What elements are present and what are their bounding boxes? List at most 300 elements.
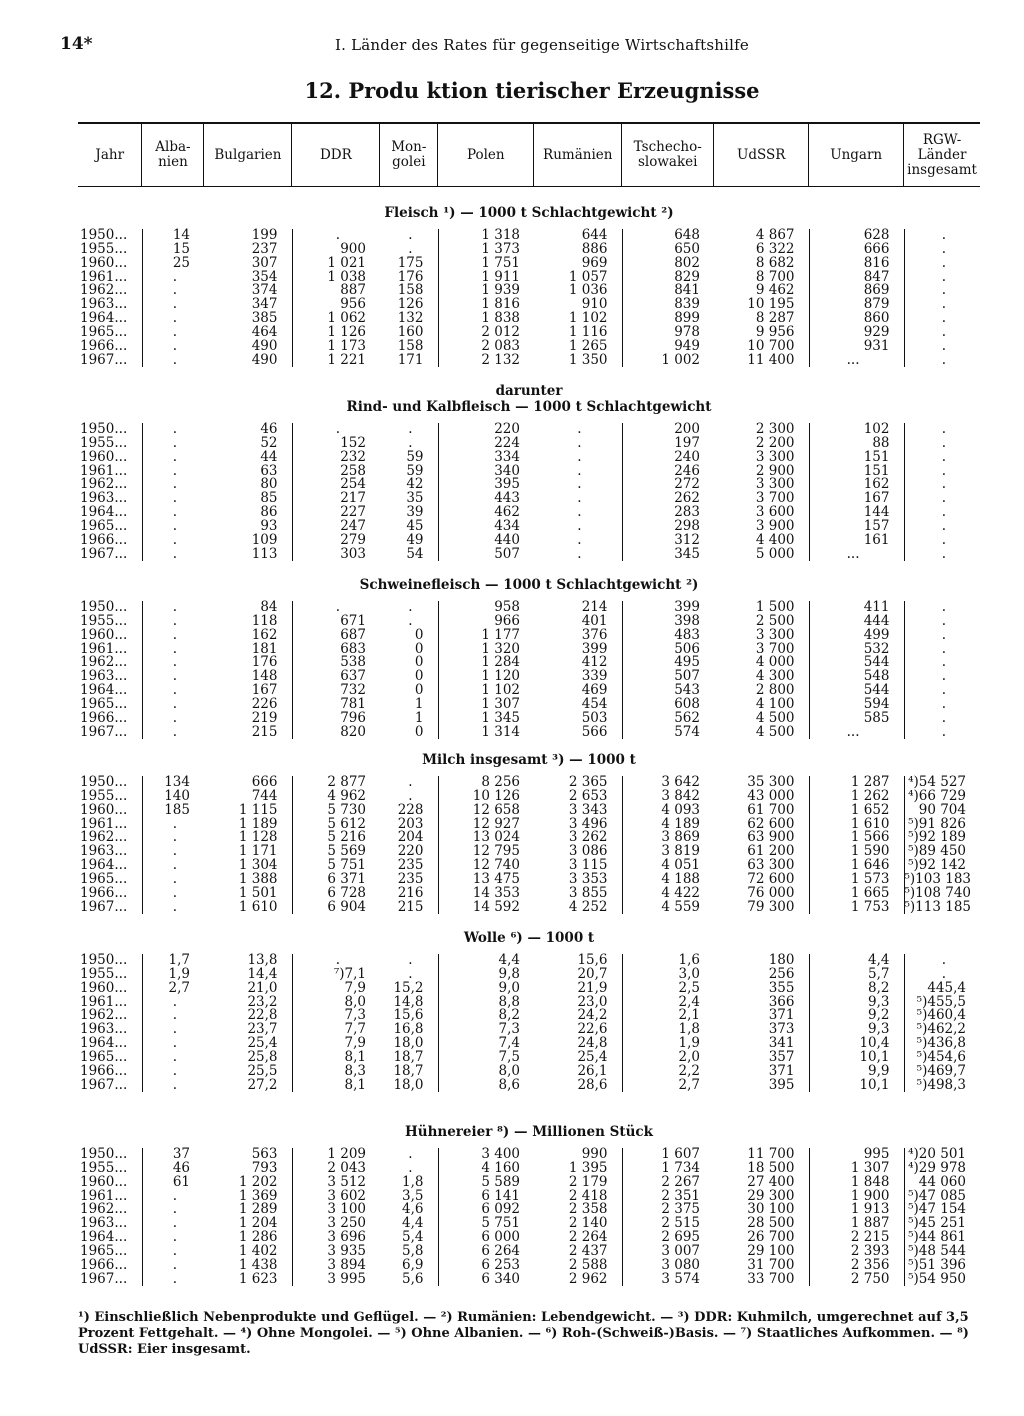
value-cell: 543	[622, 684, 714, 698]
year-cell: 1960...	[80, 254, 128, 271]
value-cell: .	[142, 465, 204, 479]
value-cell: .	[142, 1231, 204, 1245]
value-cell: ⁵)462,2	[904, 1023, 980, 1037]
value-cell: 6 141	[438, 1190, 534, 1204]
value-cell: ⁷)7,1	[292, 968, 380, 982]
value-cell: 1 838	[438, 312, 534, 326]
value-cell: .	[904, 954, 980, 968]
value-cell: 6 371	[292, 873, 380, 887]
value-cell: 2 012	[438, 326, 534, 340]
value-cell: 25,5	[247, 1062, 278, 1079]
year-cell: 1960...	[80, 1173, 128, 1190]
year-cell: 1967...	[80, 898, 128, 915]
year-cell: 1965...	[80, 1048, 128, 1065]
value-cell: 366	[768, 993, 795, 1010]
table-row	[78, 954, 980, 968]
value-cell: 3 100	[292, 1203, 380, 1217]
value-cell: 24,2	[577, 1007, 608, 1024]
value-cell: .	[577, 531, 582, 548]
table-row	[78, 1079, 980, 1093]
value-cell: 18,7	[393, 1048, 424, 1065]
value-cell: .	[904, 629, 980, 643]
value-cell: 5 751	[292, 859, 380, 873]
value-cell: 1 900	[809, 1190, 904, 1204]
table-row	[78, 629, 980, 643]
value-cell: 3 855	[568, 884, 608, 901]
value-cell: 1 221	[292, 354, 380, 368]
value-cell: ⁵)92 142	[904, 859, 980, 873]
value-cell: 10 126	[438, 790, 534, 804]
value-cell: 1 500	[755, 599, 795, 615]
year-cell: 1950...	[80, 952, 128, 968]
column-header: UdSSR	[714, 123, 809, 187]
value-cell: .	[142, 901, 204, 915]
value-cell: 507	[438, 548, 534, 562]
value-cell: 3 995	[292, 1273, 380, 1287]
value-cell: 969	[581, 254, 608, 271]
value-cell: 931	[809, 340, 904, 354]
value-cell: 357	[768, 1048, 795, 1065]
value-cell: 958	[438, 601, 534, 615]
page-title: 12. Produ ktion tierischer Erzeugnisse	[304, 78, 760, 103]
value-cell: 793	[251, 1159, 278, 1176]
year-cell: 1960...	[80, 448, 128, 465]
value-cell: .	[904, 284, 980, 298]
value-cell: 140	[142, 790, 204, 804]
value-cell: 79 300	[747, 898, 795, 915]
value-cell: 1 751	[438, 257, 534, 271]
value-cell: 30 100	[747, 1201, 795, 1218]
value-cell: 1 610	[809, 818, 904, 832]
value-cell: 1 177	[438, 629, 534, 643]
value-cell: 585	[809, 712, 904, 726]
value-cell: 8,0	[438, 1065, 534, 1079]
value-cell: 3 700	[755, 640, 795, 657]
value-cell: ⁴)66 729	[904, 790, 980, 804]
value-cell: .	[408, 952, 413, 968]
value-cell: 18,7	[393, 1062, 424, 1079]
value-cell: 434	[438, 520, 534, 534]
value-cell: 298	[622, 520, 714, 534]
value-cell: 11 700	[747, 1146, 795, 1162]
value-cell: 3 080	[622, 1259, 714, 1273]
table-row	[78, 601, 980, 615]
table-row	[78, 726, 980, 740]
value-cell: 61 700	[747, 801, 795, 818]
value-cell: 2 437	[568, 1242, 608, 1259]
table-row	[78, 1065, 980, 1079]
year-cell: 1966...	[80, 884, 128, 901]
value-cell: 1,8	[402, 1173, 424, 1190]
table-row	[78, 1176, 980, 1190]
value-cell: 303	[292, 548, 380, 562]
table-row	[78, 465, 980, 479]
value-cell: 46	[142, 1162, 204, 1176]
value-cell: 1 189	[238, 815, 278, 832]
value-cell: 1 202	[238, 1173, 278, 1190]
value-cell: 26 700	[747, 1229, 795, 1246]
value-cell: 1 369	[238, 1187, 278, 1204]
table-row	[78, 1217, 980, 1231]
value-cell: .	[904, 340, 980, 354]
value-cell: 2,4	[622, 996, 714, 1010]
value-cell: 608	[622, 698, 714, 712]
value-cell: 347	[251, 296, 278, 313]
year-cell: 1955...	[80, 787, 128, 804]
value-cell: 1	[414, 695, 424, 712]
value-cell: 6 904	[292, 901, 380, 915]
value-cell: 544	[809, 656, 904, 670]
column-header: Mon- golei	[380, 123, 438, 187]
value-cell: 744	[251, 787, 278, 804]
value-cell: 283	[622, 506, 714, 520]
value-cell: 12 927	[438, 818, 534, 832]
table-row	[78, 670, 980, 684]
value-cell: 3 343	[568, 801, 608, 818]
value-cell: 62 600	[747, 815, 795, 832]
value-cell: 72 600	[747, 870, 795, 887]
value-cell: .	[904, 712, 980, 726]
value-cell: ⁵)54 950	[904, 1273, 980, 1287]
value-cell: 1 939	[438, 284, 534, 298]
value-cell: 2 083	[438, 340, 534, 354]
value-cell: 102	[809, 423, 904, 437]
year-cell: 1965...	[80, 323, 128, 340]
value-cell: .	[904, 698, 980, 712]
value-cell: .	[904, 656, 980, 670]
value-cell: .	[142, 698, 204, 712]
value-cell: .	[904, 726, 980, 740]
value-cell: 399	[581, 640, 608, 657]
value-cell: 956	[292, 298, 380, 312]
value-cell: .	[142, 1009, 204, 1023]
value-cell: ⁵)113 185	[904, 901, 980, 915]
table-row	[78, 1051, 980, 1065]
value-cell: 1 566	[809, 831, 904, 845]
value-cell: 2,2	[622, 1065, 714, 1079]
value-cell: 3 086	[568, 843, 608, 860]
value-cell: 7,3	[292, 1009, 380, 1023]
table-row	[78, 284, 980, 298]
value-cell: 4 500	[755, 723, 795, 740]
value-cell: 118	[251, 612, 278, 629]
value-cell: 1 501	[238, 884, 278, 901]
value-cell: 2 500	[755, 612, 795, 629]
value-cell: 10,4	[809, 1037, 904, 1051]
value-cell: 185	[142, 804, 204, 818]
value-cell: 8,0	[292, 996, 380, 1010]
year-cell: 1955...	[80, 612, 128, 629]
value-cell: 161	[809, 534, 904, 548]
value-cell: 18 500	[747, 1159, 795, 1176]
table-row	[78, 548, 980, 562]
value-cell: 2,0	[622, 1051, 714, 1065]
value-cell: .	[142, 298, 204, 312]
value-cell: ⁵)45 251	[904, 1217, 980, 1231]
section-title: Milch insgesamt ³) — 1000 t	[422, 752, 636, 768]
value-cell: 2,5	[622, 982, 714, 996]
table-row	[78, 1245, 980, 1259]
value-cell: 84	[260, 599, 278, 615]
value-cell: 3 696	[292, 1231, 380, 1245]
value-cell: .	[142, 520, 204, 534]
value-cell: 1 262	[809, 790, 904, 804]
value-cell: 3 700	[755, 490, 795, 507]
value-cell: 20,7	[577, 965, 608, 982]
value-cell: .	[408, 1159, 413, 1176]
value-cell: 13,8	[247, 952, 278, 968]
value-cell: 869	[809, 284, 904, 298]
value-cell: ⁵)454,6	[904, 1051, 980, 1065]
value-cell: 5 216	[292, 831, 380, 845]
value-cell: 820	[292, 726, 380, 740]
value-cell: 949	[622, 340, 714, 354]
value-cell: 4 051	[622, 859, 714, 873]
value-cell: 1 734	[622, 1162, 714, 1176]
value-cell: 1 373	[438, 243, 534, 257]
table-row	[78, 968, 980, 982]
value-cell: 8,8	[438, 996, 534, 1010]
value-cell: 2 358	[568, 1201, 608, 1218]
value-cell: 3 574	[622, 1273, 714, 1287]
value-cell: .	[408, 240, 413, 257]
column-header: DDR	[292, 123, 380, 187]
footnotes: ¹) Einschließlich Nebenprodukte und Geflügel. — ²) Rumänien: Lebendgewicht. — ³) DDR: Kuhmilch, umgerechnet auf 3,5 Prozent Fettgehalt. — ⁴) Ohne Mongolei. — ⁵) Ohne Albanien. — ⁶) Roh-(Schweiß-)Basis. — ⁷) Staatliches Aufkommen. — ⁸) UdSSR: Eier insgesamt.	[78, 1310, 969, 1357]
value-cell: 6 322	[755, 240, 795, 257]
value-cell: .	[142, 1023, 204, 1037]
value-cell: 262	[622, 492, 714, 506]
value-cell: .	[142, 548, 204, 562]
value-cell: 1 173	[292, 340, 380, 354]
value-cell: 25,4	[247, 1035, 278, 1052]
value-cell: ⁴)20 501	[904, 1148, 980, 1162]
value-cell: 1 345	[438, 712, 534, 726]
value-cell: 469	[581, 682, 608, 699]
column-header: RGW- Länder insgesamt	[904, 123, 980, 187]
value-cell: 44	[260, 448, 278, 465]
value-cell: .	[577, 462, 582, 479]
year-cell: 1955...	[80, 1159, 128, 1176]
value-cell: .	[577, 476, 582, 493]
value-cell: 816	[809, 257, 904, 271]
value-cell: 4 422	[622, 887, 714, 901]
value-cell: 1 126	[292, 326, 380, 340]
table-row	[78, 818, 980, 832]
value-cell: 4 962	[292, 790, 380, 804]
value-cell: .	[292, 229, 380, 243]
table-row	[78, 901, 980, 915]
value-cell: 2 200	[755, 434, 795, 451]
value-cell: 15,2	[393, 979, 424, 996]
value-cell: 373	[768, 1021, 795, 1038]
value-cell: 2 300	[755, 421, 795, 437]
value-cell: 254	[292, 478, 380, 492]
year-cell: 1955...	[80, 240, 128, 257]
value-cell: 371	[768, 1007, 795, 1024]
value-cell: 371	[768, 1062, 795, 1079]
value-cell: 3 400	[438, 1148, 534, 1162]
value-cell: 220	[397, 843, 424, 860]
value-cell: 307	[251, 254, 278, 271]
value-cell: 8,2	[809, 982, 904, 996]
value-cell: 671	[292, 615, 380, 629]
value-cell: 2 356	[809, 1259, 904, 1273]
value-cell: 4,4	[809, 954, 904, 968]
year-cell: 1965...	[80, 695, 128, 712]
value-cell: 3 512	[292, 1176, 380, 1190]
table-row	[78, 1190, 980, 1204]
value-cell: 566	[581, 723, 608, 740]
value-cell: 398	[622, 615, 714, 629]
value-cell: .	[142, 601, 204, 615]
value-cell: .	[142, 656, 204, 670]
value-cell: 3 900	[755, 517, 795, 534]
value-cell: 158	[397, 282, 424, 299]
value-cell: .	[904, 670, 980, 684]
value-cell: 22,8	[247, 1007, 278, 1024]
value-cell: 215	[397, 898, 424, 915]
value-cell: .	[904, 506, 980, 520]
value-cell: .	[142, 670, 204, 684]
value-cell: .	[904, 354, 980, 368]
value-cell: 43 000	[747, 787, 795, 804]
year-cell: 1961...	[80, 993, 128, 1010]
value-cell: 910	[581, 296, 608, 313]
table-row	[78, 506, 980, 520]
value-cell: 376	[581, 626, 608, 643]
value-cell: 5 730	[292, 804, 380, 818]
value-cell: 247	[292, 520, 380, 534]
year-cell: 1967...	[80, 1270, 128, 1287]
value-cell: .	[142, 534, 204, 548]
column-header: Jahr	[95, 146, 125, 163]
value-cell: 23,7	[247, 1021, 278, 1038]
value-cell: ⁵)89 450	[904, 845, 980, 859]
year-cell: 1961...	[80, 815, 128, 832]
value-cell: 1 652	[809, 804, 904, 818]
value-cell: .	[904, 243, 980, 257]
value-cell: 2 800	[755, 682, 795, 699]
value-cell: 148	[251, 668, 278, 685]
value-cell: 4 100	[755, 695, 795, 712]
value-cell: 1 002	[622, 354, 714, 368]
value-cell: 157	[809, 520, 904, 534]
column-header: Rumänien	[534, 123, 622, 187]
value-cell: 637	[292, 670, 380, 684]
value-cell: ⁵)436,8	[904, 1037, 980, 1051]
year-cell: 1950...	[80, 1146, 128, 1162]
value-cell: 13 024	[438, 831, 534, 845]
value-cell: .	[142, 643, 204, 657]
value-cell: .	[904, 478, 980, 492]
table-row	[78, 873, 980, 887]
table-row	[78, 1203, 980, 1217]
table-row	[78, 312, 980, 326]
value-cell: 12 658	[438, 804, 534, 818]
table-row	[78, 1148, 980, 1162]
value-cell: 6 264	[438, 1245, 534, 1259]
value-cell: 160	[397, 323, 424, 340]
value-cell: 1 388	[238, 870, 278, 887]
value-cell: 31 700	[747, 1256, 795, 1273]
value-cell: .	[142, 284, 204, 298]
value-cell: 839	[622, 298, 714, 312]
value-cell: 176	[397, 268, 424, 285]
value-cell: 9 462	[755, 282, 795, 299]
value-cell: 1 318	[438, 229, 534, 243]
value-cell: 6 728	[292, 887, 380, 901]
value-cell: 35	[406, 490, 424, 507]
value-cell: ⁵)455,5	[904, 996, 980, 1010]
value-cell: 8 287	[755, 310, 795, 327]
value-cell: .	[142, 859, 204, 873]
value-cell: .	[142, 615, 204, 629]
value-cell: 5 751	[438, 1217, 534, 1231]
value-cell: 13 475	[438, 873, 534, 887]
value-cell: 2 215	[809, 1231, 904, 1245]
value-cell: .	[142, 873, 204, 887]
value-cell: 6 340	[438, 1273, 534, 1287]
table-row	[78, 804, 980, 818]
value-cell: 1 402	[238, 1242, 278, 1259]
value-cell: 25,8	[247, 1048, 278, 1065]
value-cell: 355	[768, 979, 795, 996]
value-cell: 14 592	[438, 901, 534, 915]
year-cell: 1950...	[80, 774, 128, 790]
value-cell: 4,6	[402, 1201, 424, 1218]
value-cell: 158	[397, 337, 424, 354]
value-cell: 16,8	[393, 1021, 424, 1038]
value-cell: 15,6	[577, 952, 608, 968]
table-row	[78, 492, 980, 506]
value-cell: 6 092	[438, 1203, 534, 1217]
value-cell: 63	[260, 462, 278, 479]
table-row	[78, 1023, 980, 1037]
value-cell: 15,6	[393, 1007, 424, 1024]
value-cell: 1,7	[142, 954, 204, 968]
value-cell: 687	[292, 629, 380, 643]
value-cell: 3,0	[622, 968, 714, 982]
value-cell: .	[142, 1259, 204, 1273]
value-cell: 204	[397, 829, 424, 846]
value-cell: 4 500	[755, 709, 795, 726]
value-cell: 25,4	[577, 1048, 608, 1065]
section-table	[78, 1148, 980, 1286]
value-cell: 176	[251, 654, 278, 671]
value-cell: 2 132	[438, 354, 534, 368]
value-cell: 4 300	[755, 668, 795, 685]
value-cell: ⁵)44 861	[904, 1231, 980, 1245]
value-cell: 1 116	[568, 323, 608, 340]
value-cell: 6 253	[438, 1259, 534, 1273]
value-cell: .	[408, 787, 413, 804]
value-cell: 3 250	[292, 1217, 380, 1231]
value-cell: 7,5	[438, 1051, 534, 1065]
table-header	[78, 122, 980, 187]
value-cell: 2 695	[622, 1231, 714, 1245]
value-cell: 256	[768, 965, 795, 982]
value-cell: 1 607	[622, 1148, 714, 1162]
value-cell: 341	[768, 1035, 795, 1052]
value-cell: 886	[581, 240, 608, 257]
value-cell: 246	[622, 465, 714, 479]
value-cell: .	[904, 257, 980, 271]
value-cell: 1 307	[438, 698, 534, 712]
value-cell: .	[904, 601, 980, 615]
year-cell: 1950...	[80, 421, 128, 437]
year-cell: 1966...	[80, 337, 128, 354]
value-cell: 113	[251, 545, 278, 562]
